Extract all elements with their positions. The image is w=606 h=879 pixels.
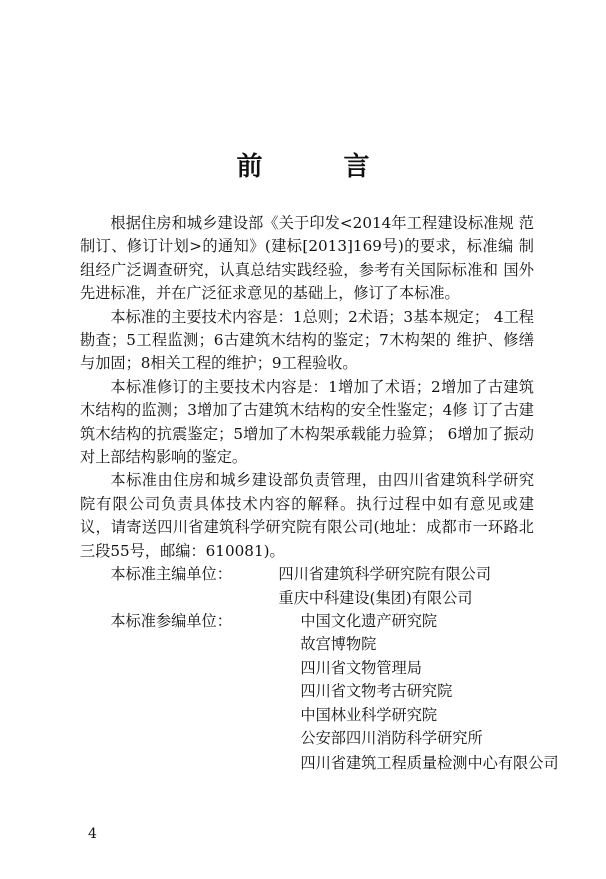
participating-unit-item: 四川省建筑工程质量检测中心有限公司 bbox=[300, 754, 559, 773]
participating-units-label: 本标准参编单位： bbox=[110, 611, 232, 630]
page-title: 前 言 bbox=[236, 152, 406, 182]
paragraph-background: 根据住房和城乡建设部《关于印发<2014年工程建设标准规 范制订、修订计划>的通知》(建标[2013]169号)的要求，标准编 制组经广泛调查研究，认真总结实践经验，参考有关国际标准和 国外先进标准，并在广泛征求意见的基础上，修订了本标准。 bbox=[80, 214, 534, 303]
paragraph-management: 本标准由住房和城乡建设部负责管理，由四川省建筑科学研究院有限公司负责具体技术内容的解释。执行过程中如有意见或建议，请寄送四川省建筑科学研究院有限公司(地址：成都市一环路北三段55号，邮编：610081)。 bbox=[80, 471, 534, 560]
participating-unit-item: 中国林业科学研究院 bbox=[300, 705, 438, 724]
preface-body bbox=[80, 212, 559, 776]
participating-unit-item: 四川省文物考古研究院 bbox=[300, 682, 453, 701]
participating-unit-item: 四川省文物管理局 bbox=[300, 658, 422, 677]
participating-units-section bbox=[80, 610, 559, 776]
participating-unit-item: 中国文化遗产研究院 bbox=[300, 611, 438, 630]
participating-unit-item: 故宫博物院 bbox=[300, 635, 377, 654]
chief-units-list bbox=[278, 563, 534, 610]
participating-units-list bbox=[300, 610, 568, 776]
chief-unit-item: 四川省建筑科学研究院有限公司 bbox=[278, 565, 492, 584]
participating-unit-item: 公安部四川消防科学研究所 bbox=[300, 728, 483, 747]
page-number: 4 bbox=[88, 826, 97, 842]
paragraph-revision-contents: 本标准修订的主要技术内容是：1增加了术语；2增加了古建筑木结构的监测；3增加了古建筑木结构的安全性鉴定；4修 订了古建筑木结构的抗震鉴定；5增加了木构架承载能力验算； 6增加了振动对上部结构影响的鉴定。 bbox=[80, 377, 534, 467]
paragraph-main-contents: 本标准的主要技术内容是：1总则；2术语；3基本规定； 4工程勘查；5工程监测；6古建筑木结构的鉴定；7木构架的 维护、修缮与加固；8相关工程的维护；9工程验收。 bbox=[80, 307, 534, 373]
chief-unit-item: 重庆中科建设(集团)有限公司 bbox=[278, 588, 473, 607]
chief-units-section bbox=[80, 563, 534, 610]
chief-units-label: 本标准主编单位： bbox=[110, 565, 232, 584]
